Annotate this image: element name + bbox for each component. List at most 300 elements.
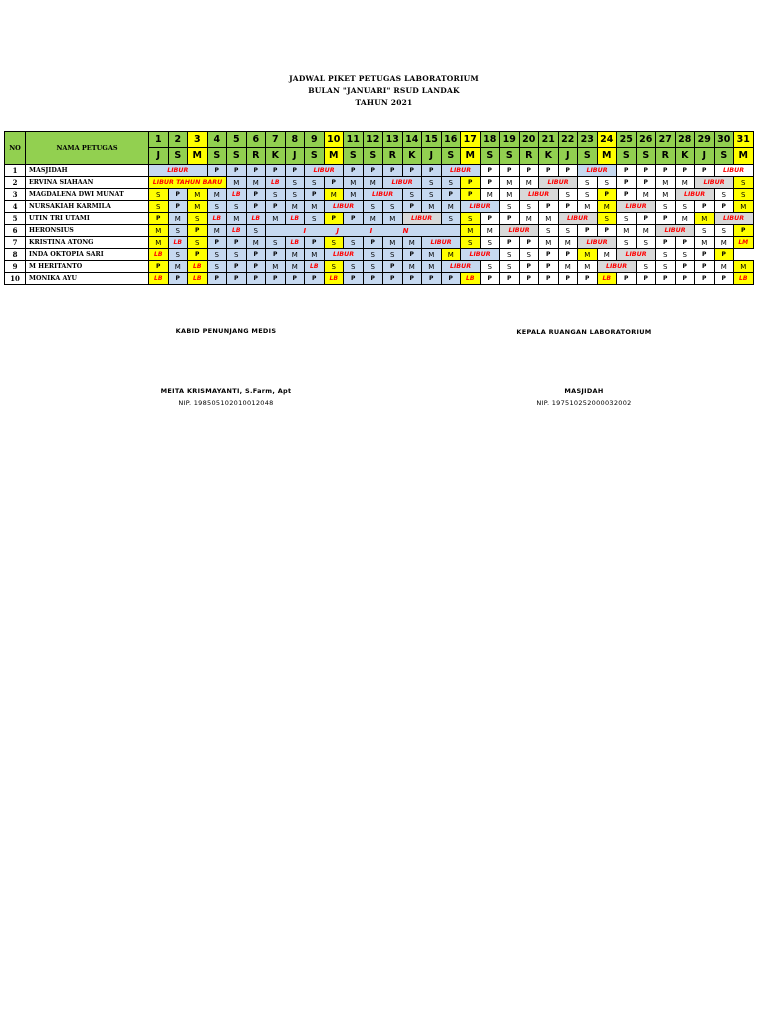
shift-cell: S (324, 261, 344, 273)
shift-cell: M (636, 225, 656, 237)
shift-cell: S (519, 201, 539, 213)
shift-cell: LB (227, 189, 247, 201)
shift-cell: S (695, 225, 715, 237)
shift-cell: P (305, 273, 325, 285)
day-number-header: 8 (285, 132, 305, 148)
shift-cell: P (344, 165, 364, 177)
shift-cell: S (305, 177, 325, 189)
day-number-header: 13 (383, 132, 403, 148)
shift-cell: S (285, 189, 305, 201)
row-number: 7 (5, 237, 26, 249)
shift-cell: P (402, 249, 422, 261)
shift-cell: S (675, 201, 695, 213)
day-number-header: 15 (422, 132, 442, 148)
shift-cell: P (695, 261, 715, 273)
shift-cell: M (480, 189, 500, 201)
shift-cell: P (500, 213, 520, 225)
weekday-header: S (500, 148, 520, 165)
shift-cell: M (305, 201, 325, 213)
staff-row (5, 261, 754, 273)
shift-cell: P (539, 273, 559, 285)
shift-cell: S (558, 189, 578, 201)
shift-cell: S (480, 237, 500, 249)
shift-cell: P (363, 273, 383, 285)
shift-cell: P (519, 261, 539, 273)
day-number-header: 18 (480, 132, 500, 148)
shift-cell: P (558, 165, 578, 177)
shift-cell: LB (227, 225, 247, 237)
staff-row (5, 165, 754, 177)
shift-cell: LIBUR (539, 177, 578, 189)
shift-cell: S (441, 213, 461, 225)
shift-cell: P (207, 273, 227, 285)
shift-cell: P (714, 201, 734, 213)
shift-cell: P (480, 165, 500, 177)
shift-cell: P (500, 165, 520, 177)
shift-cell: M (422, 261, 442, 273)
day-number-header: 24 (597, 132, 617, 148)
staff-row (5, 249, 754, 261)
shift-cell: P (675, 261, 695, 273)
shift-cell: M (168, 261, 188, 273)
shift-cell: S (441, 177, 461, 189)
shift-cell: P (149, 213, 169, 225)
staff-name: MAGDALENA DWI MUNAT (26, 189, 149, 201)
shift-cell: S (266, 189, 286, 201)
day-number-header: 7 (266, 132, 286, 148)
shift-cell: P (636, 273, 656, 285)
shift-cell: M (578, 249, 598, 261)
shift-cell: P (500, 273, 520, 285)
shift-cell: M (695, 213, 715, 225)
shift-cell: S (266, 237, 286, 249)
shift-cell: S (168, 225, 188, 237)
shift-cell: M (519, 213, 539, 225)
day-number-header: 26 (636, 132, 656, 148)
shift-cell: P (617, 165, 637, 177)
shift-cell: P (519, 165, 539, 177)
shift-cell: LIBUR (441, 165, 480, 177)
shift-cell: P (363, 237, 383, 249)
title-line-1: JADWAL PIKET PETUGAS LABORATORIUM (289, 74, 479, 83)
shift-cell: M (519, 177, 539, 189)
day-number-header: 16 (441, 132, 461, 148)
shift-cell: P (168, 189, 188, 201)
shift-cell: LIBUR (461, 249, 500, 261)
shift-cell: M (578, 201, 598, 213)
left-signature-title: KABID PENUNJANG MEDIS (175, 327, 277, 335)
weekday-header: S (363, 148, 383, 165)
staff-name: ERVINA SIAHAAN (26, 177, 149, 189)
shift-cell: P (246, 189, 266, 201)
day-number-header: 22 (558, 132, 578, 148)
shift-cell: S (500, 249, 520, 261)
shift-cell: P (266, 249, 286, 261)
shift-cell: P (324, 177, 344, 189)
weekday-header: R (656, 148, 676, 165)
shift-cell: S (383, 249, 403, 261)
weekday-header: M (734, 148, 754, 165)
shift-cell: P (207, 165, 227, 177)
weekday-header: K (675, 148, 695, 165)
shift-cell: S (363, 261, 383, 273)
shift-cell: I J I N (266, 225, 461, 237)
shift-cell: P (558, 249, 578, 261)
staff-name: NURSAKIAH KARMILA (26, 201, 149, 213)
shift-cell: S (344, 237, 364, 249)
shift-cell: M (363, 213, 383, 225)
shift-cell: P (617, 189, 637, 201)
staff-name: INDA OKTOPIA SARI (26, 249, 149, 261)
shift-cell: P (539, 261, 559, 273)
shift-cell: P (597, 189, 617, 201)
left-signature-name: MEITA KRISMAYANTI, S.Farm, Apt (160, 387, 292, 395)
shift-cell: P (246, 201, 266, 213)
shift-cell: P (246, 261, 266, 273)
staff-name: MONIKA AYU (26, 273, 149, 285)
shift-cell: P (266, 165, 286, 177)
day-number-header: 12 (363, 132, 383, 148)
day-number-header: 29 (695, 132, 715, 148)
shift-cell: P (480, 213, 500, 225)
day-number-header: 4 (207, 132, 227, 148)
shift-cell: LIBUR (383, 177, 422, 189)
shift-cell: S (344, 261, 364, 273)
shift-cell: M (539, 237, 559, 249)
shift-cell: P (383, 165, 403, 177)
row-number: 5 (5, 213, 26, 225)
shift-cell: P (558, 273, 578, 285)
shift-cell: P (675, 165, 695, 177)
shift-cell: M (266, 213, 286, 225)
shift-cell: S (207, 249, 227, 261)
shift-cell: P (734, 225, 754, 237)
shift-cell: P (519, 237, 539, 249)
shift-cell: P (383, 261, 403, 273)
shift-cell: P (168, 201, 188, 213)
shift-cell: S (422, 177, 442, 189)
shift-cell: M (480, 225, 500, 237)
row-number: 4 (5, 201, 26, 213)
shift-cell: M (500, 189, 520, 201)
shift-cell: S (734, 189, 754, 201)
shift-cell: LB (168, 237, 188, 249)
shift-cell: P (246, 249, 266, 261)
shift-cell: S (636, 237, 656, 249)
shift-cell: P (266, 201, 286, 213)
shift-cell: M (168, 213, 188, 225)
shift-cell: S (656, 261, 676, 273)
shift-cell: P (617, 273, 637, 285)
shift-cell: M (675, 213, 695, 225)
weekday-header: J (149, 148, 169, 165)
shift-cell: LIBUR (500, 225, 539, 237)
shift-cell: P (714, 249, 734, 261)
shift-cell: P (227, 261, 247, 273)
shift-cell: M (344, 189, 364, 201)
shift-cell: M (324, 189, 344, 201)
shift-cell: M (422, 201, 442, 213)
shift-cell: P (344, 273, 364, 285)
shift-cell: S (597, 213, 617, 225)
shift-cell: M (675, 177, 695, 189)
weekday-header: S (714, 148, 734, 165)
shift-cell: S (558, 225, 578, 237)
shift-cell: S (714, 225, 734, 237)
shift-cell: M (305, 249, 325, 261)
shift-cell: P (207, 237, 227, 249)
shift-cell: M (558, 237, 578, 249)
shift-cell: LIBUR (558, 213, 597, 225)
shift-cell: P (480, 273, 500, 285)
shift-cell: LB (188, 261, 208, 273)
shift-cell: P (675, 237, 695, 249)
shift-cell: LIBUR (656, 225, 695, 237)
shift-cell: S (149, 189, 169, 201)
shift-cell: LB (266, 177, 286, 189)
shift-cell: M (402, 237, 422, 249)
shift-cell: M (734, 261, 754, 273)
shift-cell: LIBUR (305, 165, 344, 177)
shift-cell: M (402, 261, 422, 273)
shift-cell: LIBUR (461, 201, 500, 213)
staff-row (5, 225, 754, 237)
shift-cell: M (714, 237, 734, 249)
shift-cell: M (149, 237, 169, 249)
staff-row (5, 273, 754, 285)
shift-cell: LIBUR (149, 165, 208, 177)
shift-cell: S (168, 249, 188, 261)
right-signature-nip: NIP. 197510252000032002 (536, 399, 632, 407)
shift-cell: S (188, 213, 208, 225)
shift-cell: S (188, 237, 208, 249)
shift-cell: S (246, 225, 266, 237)
shift-cell: P (441, 189, 461, 201)
shift-cell: P (188, 225, 208, 237)
day-number-header: 11 (344, 132, 364, 148)
shift-cell: P (558, 201, 578, 213)
shift-cell: P (695, 249, 715, 261)
shift-cell: S (675, 249, 695, 261)
shift-cell: S (305, 213, 325, 225)
shift-cell: LIBUR (714, 213, 753, 225)
weekday-header: R (246, 148, 266, 165)
shift-cell: LB (285, 237, 305, 249)
shift-cell: P (714, 273, 734, 285)
shift-cell: M (578, 261, 598, 273)
weekday-header: J (285, 148, 305, 165)
weekday-header: S (305, 148, 325, 165)
staff-name: KRISTINA ATONG (26, 237, 149, 249)
shift-cell: M (285, 201, 305, 213)
weekday-header: K (539, 148, 559, 165)
row-number: 8 (5, 249, 26, 261)
shift-cell: S (207, 201, 227, 213)
day-number-header: 30 (714, 132, 734, 148)
shift-cell: LIBUR (422, 237, 461, 249)
shift-cell: P (656, 165, 676, 177)
shift-cell: M (285, 249, 305, 261)
day-number-header: 23 (578, 132, 598, 148)
shift-cell: S (519, 249, 539, 261)
shift-cell: M (207, 189, 227, 201)
shift-cell: S (422, 189, 442, 201)
shift-cell: LIBUR (363, 189, 402, 201)
shift-cell: P (227, 237, 247, 249)
day-number-header: 2 (168, 132, 188, 148)
shift-cell: M (441, 201, 461, 213)
shift-cell: P (539, 165, 559, 177)
right-signature-name: MASJIDAH (564, 387, 604, 395)
shift-cell: LIBUR (578, 165, 617, 177)
shift-cell: LB (597, 273, 617, 285)
shift-cell: M (558, 261, 578, 273)
shift-cell: P (285, 273, 305, 285)
staff-name: HERONSIUS (26, 225, 149, 237)
day-number-header: 21 (539, 132, 559, 148)
weekday-header: S (480, 148, 500, 165)
shift-cell: P (675, 273, 695, 285)
shift-cell: S (539, 225, 559, 237)
shift-cell: M (539, 213, 559, 225)
shift-cell: S (324, 237, 344, 249)
shift-cell: P (578, 273, 598, 285)
weekday-header: J (558, 148, 578, 165)
shift-cell: S (617, 237, 637, 249)
weekday-header: M (324, 148, 344, 165)
shift-cell: P (500, 237, 520, 249)
weekday-header: R (383, 148, 403, 165)
shift-cell: LIBUR (714, 165, 753, 177)
shift-cell: LB (246, 213, 266, 225)
shift-cell: M (149, 225, 169, 237)
shift-cell: P (539, 249, 559, 261)
shift-cell: P (324, 213, 344, 225)
shift-cell: P (539, 201, 559, 213)
shift-cell: S (578, 177, 598, 189)
day-number-header: 9 (305, 132, 325, 148)
shift-cell: LIBUR TAHUN BARU (149, 177, 227, 189)
shift-cell: P (695, 201, 715, 213)
title-line-2: BULAN "JANUARI" RSUD LANDAK (308, 86, 460, 95)
shift-cell: P (402, 273, 422, 285)
staff-row (5, 213, 754, 225)
staff-name: M HERITANTO (26, 261, 149, 273)
shift-cell: S (285, 177, 305, 189)
row-number: 10 (5, 273, 26, 285)
day-number-header: 1 (149, 132, 169, 148)
shift-cell: S (578, 189, 598, 201)
weekday-header: M (597, 148, 617, 165)
shift-cell: M (227, 213, 247, 225)
shift-cell: LIBUR (617, 201, 656, 213)
shift-cell: LB (188, 273, 208, 285)
shift-cell: M (363, 177, 383, 189)
shift-cell: LIBUR (519, 189, 558, 201)
shift-cell: M (695, 237, 715, 249)
shift-cell: P (305, 189, 325, 201)
staff-row (5, 177, 754, 189)
shift-cell: LM (734, 237, 754, 249)
shift-cell: P (636, 165, 656, 177)
day-number-header: 19 (500, 132, 520, 148)
shift-cell: M (266, 261, 286, 273)
shift-cell: S (597, 177, 617, 189)
name-column-header: NAMA PETUGAS (26, 132, 149, 165)
shift-cell: P (422, 273, 442, 285)
shift-cell: P (636, 177, 656, 189)
shift-cell: LB (305, 261, 325, 273)
shift-cell: P (422, 165, 442, 177)
weekday-header: M (461, 148, 481, 165)
weekday-header: S (441, 148, 461, 165)
shift-cell: P (344, 213, 364, 225)
title-line-3: TAHUN 2021 (355, 98, 413, 107)
weekday-header: J (422, 148, 442, 165)
shift-cell: LB (149, 249, 169, 261)
day-number-header: 31 (734, 132, 754, 148)
shift-cell: S (227, 249, 247, 261)
weekday-header: S (344, 148, 364, 165)
shift-cell: S (402, 189, 422, 201)
right-signature-title: KEPALA RUANGAN LABORATORIUM (516, 328, 652, 336)
shift-cell: P (363, 165, 383, 177)
shift-cell: P (188, 249, 208, 261)
shift-cell: S (363, 249, 383, 261)
weekday-header: K (402, 148, 422, 165)
shift-cell: LB (461, 273, 481, 285)
weekday-header: S (168, 148, 188, 165)
shift-cell: M (636, 189, 656, 201)
shift-cell: S (656, 201, 676, 213)
shift-cell: P (461, 177, 481, 189)
shift-cell: P (285, 165, 305, 177)
shift-cell: S (500, 261, 520, 273)
shift-cell: P (597, 225, 617, 237)
weekday-header: S (227, 148, 247, 165)
staff-name: UTIN TRI UTAMI (26, 213, 149, 225)
shift-cell: M (656, 177, 676, 189)
shift-cell: S (383, 201, 403, 213)
shift-cell: S (363, 201, 383, 213)
shift-cell: S (714, 189, 734, 201)
shift-cell: LB (734, 273, 754, 285)
shift-cell: LIBUR (695, 177, 734, 189)
day-number-header: 28 (675, 132, 695, 148)
shift-cell: LB (324, 273, 344, 285)
weekday-header: J (695, 148, 715, 165)
day-number-header: 3 (188, 132, 208, 148)
shift-cell: P (227, 273, 247, 285)
shift-cell: S (480, 261, 500, 273)
shift-cell: M (656, 189, 676, 201)
day-number-header: 27 (656, 132, 676, 148)
shift-cell: P (656, 273, 676, 285)
shift-cell: M (734, 201, 754, 213)
row-number: 3 (5, 189, 26, 201)
shift-cell: M (597, 201, 617, 213)
weekday-header: R (519, 148, 539, 165)
shift-cell: LIBUR (402, 213, 441, 225)
shift-cell: M (246, 237, 266, 249)
shift-cell: M (227, 177, 247, 189)
shift-cell: LIBUR (675, 189, 714, 201)
no-column-header: NO (5, 132, 26, 165)
shift-cell: LIBUR (324, 249, 363, 261)
shift-cell: S (227, 201, 247, 213)
shift-cell: P (656, 237, 676, 249)
shift-cell: P (383, 273, 403, 285)
